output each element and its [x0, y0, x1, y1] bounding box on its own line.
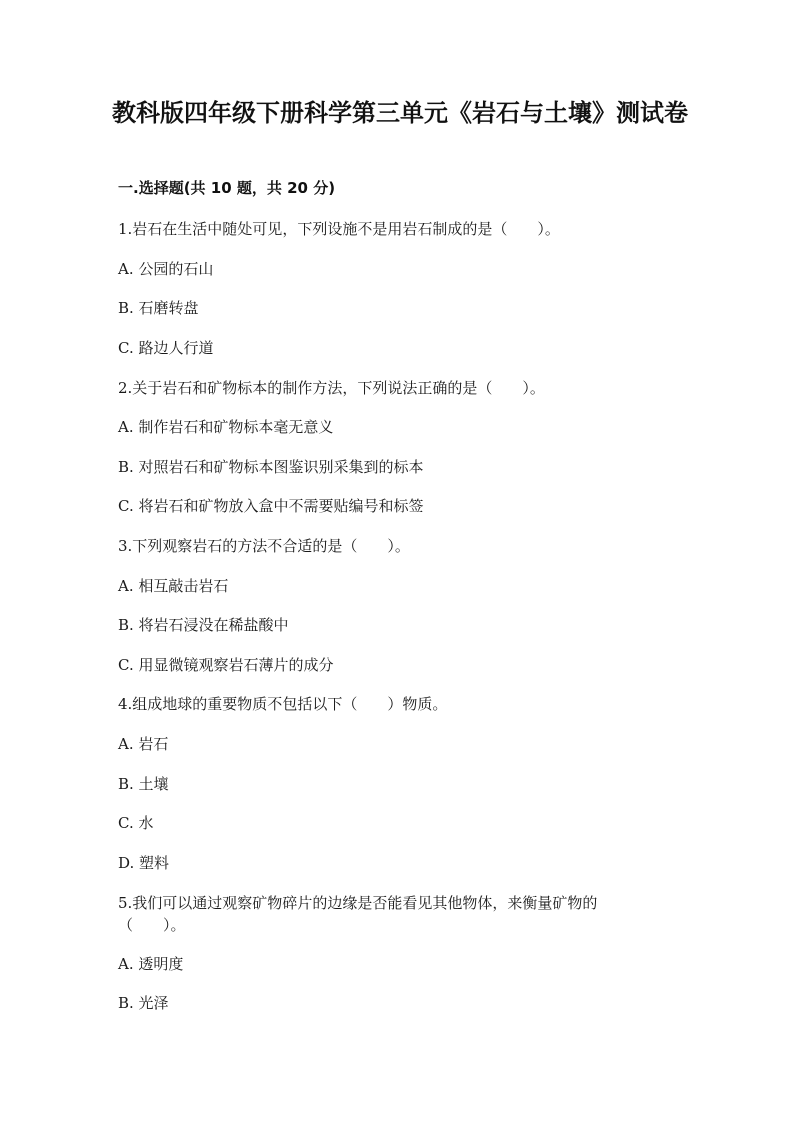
page-title: 教科版四年级下册科学第三单元《岩石与土壤》测试卷 — [112, 99, 688, 127]
question-2-option-a: A. 制作岩石和矿物标本毫无意义 — [118, 418, 334, 436]
question-4-option-a: A. 岩石 — [118, 735, 169, 753]
question-5-option-a: A. 透明度 — [118, 955, 184, 973]
question-3-stem: 3.下列观察岩石的方法不合适的是（ ）。 — [118, 537, 410, 555]
question-4-option-c: C. 水 — [118, 814, 154, 832]
question-4-option-b: B. 土壤 — [118, 775, 169, 793]
question-1-stem: 1.岩石在生活中随处可见，下列设施不是用岩石制成的是（ ）。 — [118, 220, 560, 238]
question-5-stem: 5.我们可以通过观察矿物碎片的边缘是否能看见其他物体，来衡量矿物的（ ）。 — [118, 894, 598, 934]
question-3-option-c: C. 用显微镜观察岩石薄片的成分 — [118, 656, 334, 674]
question-1-option-c: C. 路边人行道 — [118, 339, 214, 357]
section-heading: 一.选择题(共 10 题，共 20 分) — [118, 179, 336, 197]
question-3-option-b: B. 将岩石浸没在稀盐酸中 — [118, 616, 289, 634]
question-2-option-c: C. 将岩石和矿物放入盒中不需要贴编号和标签 — [118, 497, 424, 515]
question-3-option-a: A. 相互敲击岩石 — [118, 577, 229, 595]
question-2-stem: 2.关于岩石和矿物标本的制作方法，下列说法正确的是（ ）。 — [118, 379, 545, 397]
question-4-option-d: D. 塑料 — [118, 854, 170, 872]
question-2-option-b: B. 对照岩石和矿物标本图鉴识别采集到的标本 — [118, 458, 424, 476]
question-5-option-b: B. 光泽 — [118, 994, 169, 1012]
question-4-stem: 4.组成地球的重要物质不包括以下（ ）物质。 — [118, 695, 448, 713]
question-1-option-b: B. 石磨转盘 — [118, 299, 199, 317]
question-1-option-a: A. 公园的石山 — [118, 260, 214, 278]
